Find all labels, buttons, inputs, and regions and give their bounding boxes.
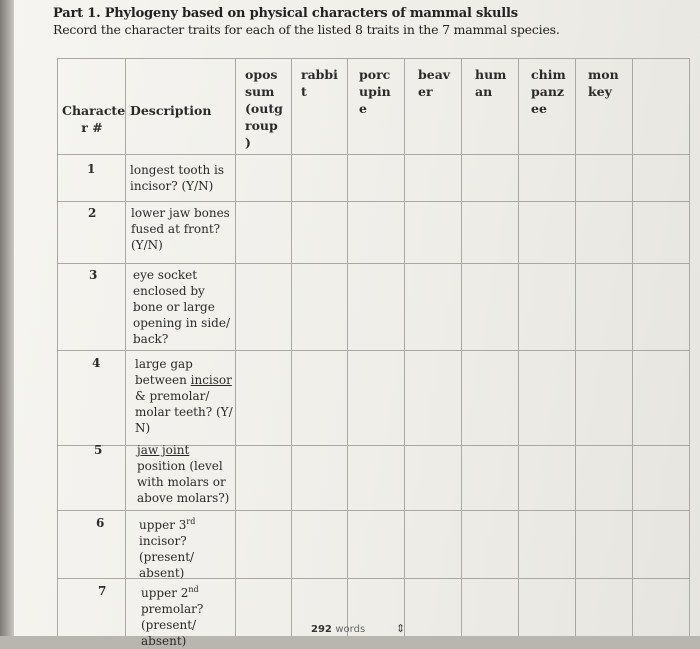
header-human: hum an (475, 67, 507, 99)
row-2-description: lower jaw bones fused at front? (Y/N) (131, 206, 230, 252)
header-monkey: mon key (588, 67, 619, 99)
row-4-number: 4 (92, 356, 101, 370)
row-4-description: large gap between incisor & premolar/ molar teeth? (Y/ N) (135, 357, 233, 435)
header-beaver: beav er (418, 67, 451, 99)
header-character-number: Characte r # (62, 103, 126, 135)
word-count: 292 words (311, 624, 366, 635)
header-rabbit: rabbi t (301, 67, 338, 99)
page-edge-shadow (0, 0, 14, 636)
row-3-description: eye socket enclosed by bone or large opening in side/ back? (133, 268, 231, 346)
row-7-number: 7 (98, 584, 107, 598)
traits-table (57, 58, 690, 648)
header-description: Description (130, 103, 212, 118)
header-chimpanzee: chim panz ee (531, 67, 566, 116)
chevron-updown-icon[interactable]: ⇕ (396, 622, 406, 635)
row-5-description: jaw joint position (level with molars or above molars?) (137, 443, 230, 505)
row-6-description: upper 3rd incisor? (present/ absent) (139, 517, 196, 580)
header-porcupine: porc upin e (359, 67, 391, 116)
header-opossum: opos sum (outg roup ) (245, 67, 283, 150)
row-5-number: 5 (94, 443, 103, 457)
row-3-number: 3 (89, 268, 98, 282)
row-7-description: upper 2nd premolar? (present/ absent) (141, 585, 204, 648)
page-title: Part 1. Phylogeny based on physical characters of mammal skulls (53, 6, 518, 21)
row-1-number: 1 (87, 162, 96, 176)
row-6-number: 6 (96, 516, 105, 530)
row-2-number: 2 (88, 206, 97, 220)
row-1-description: longest tooth is incisor? (Y/N) (130, 163, 225, 193)
instructions: Record the character traits for each of the listed 8 traits in the 7 mammal species. (53, 22, 560, 37)
word-count-bar[interactable] (293, 618, 473, 636)
